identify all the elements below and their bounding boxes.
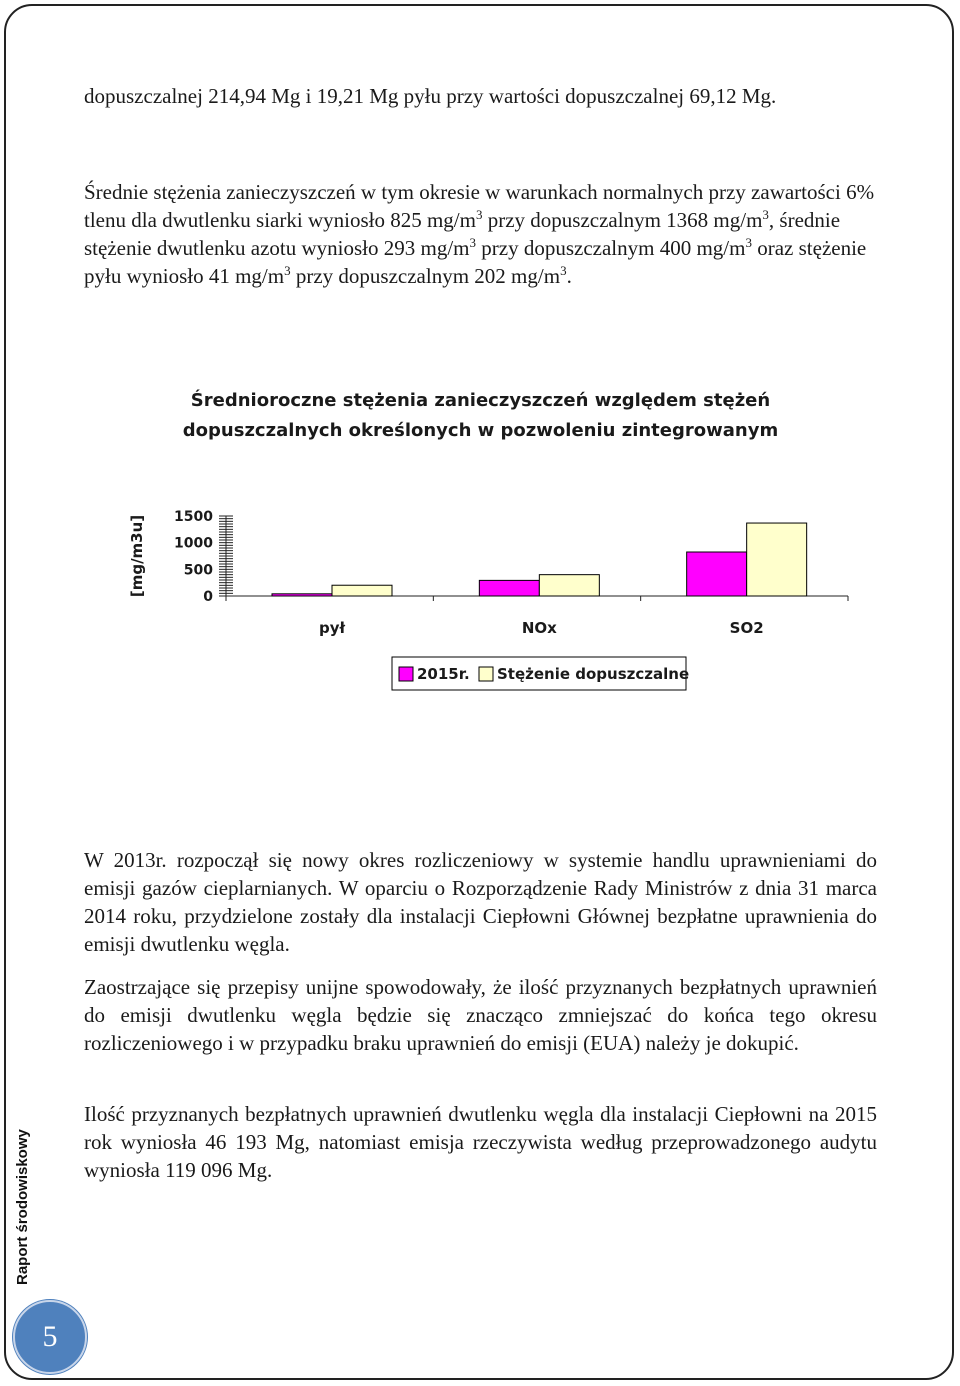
conc-text-e: oraz stężenie pyłu wyniosło 41 mg/m [84, 236, 867, 288]
chart-bars [272, 523, 807, 596]
legend-swatch [479, 667, 493, 681]
report-side-label: Raport środowiskowy [14, 1129, 31, 1285]
chart-title-line2: dopuszczalnych określonych w pozwoleniu zintegrowanym [182, 420, 779, 441]
sup-4: 3 [745, 235, 752, 250]
chart-labels [174, 509, 764, 637]
category-label: pył [318, 619, 346, 637]
conc-text-d: przy dopuszczalnym 400 mg/m [476, 236, 746, 260]
chart-title-line1: Średnioroczne stężenia zanieczyszczeń względem stężeń [190, 390, 771, 411]
bar-SO2-1 [687, 552, 747, 596]
y-tick-label: 1000 [174, 535, 213, 552]
bar-SO2-2 [747, 523, 807, 596]
y-tick-label: 1500 [174, 509, 213, 525]
bar-pył-2 [332, 585, 392, 596]
conc-text-c: , średnie stężenie dwutlenku azotu wyniosło 293 mg/m [84, 208, 841, 260]
conc-text-g: . [566, 264, 572, 288]
paragraph-regulations: Zaostrzające się przepisy unijne spowodowały, że ilość przyznanych bezpłatnych uprawnień do emisji dwutlenku węgla będzie się znacząco zmniejszać do końca tego okresu rozliczeniowego i w przypadku braku uprawnień do emisji (EUA) należy je dokupić. [84, 975, 877, 1055]
y-axis-label: [mg/m3u] [128, 514, 146, 598]
category-label: NOx [521, 619, 557, 637]
conc-text-a: Średnie stężenia zanieczyszczeń w tym okresie w warunkach normalnych przy zawartości 6% tlenu dla dwutlenku siarki wyniosło 825 mg/m [84, 180, 875, 232]
chart-legend [392, 657, 689, 690]
sup-2: 3 [762, 207, 769, 222]
legend-swatch [399, 667, 413, 681]
bar-pył-1 [272, 594, 332, 596]
conc-text-b: przy dopuszczalnym 1368 mg/m [482, 208, 763, 232]
sup-1: 3 [475, 207, 483, 222]
bar-NOx-2 [539, 575, 599, 596]
page-number-badge: 5 [13, 1300, 87, 1374]
sup-3: 3 [469, 235, 477, 250]
y-tick-label: 500 [183, 562, 213, 579]
legend-label: 2015r. [417, 665, 470, 683]
sup-5: 3 [284, 263, 291, 278]
legend-label: Stężenie dopuszczalne [497, 665, 690, 683]
paragraph-allocation: Ilość przyznanych bezpłatnych uprawnień dwutlenku węgla dla instalacji Ciepłowni na 2015 rok wyniosła 46 193 Mg, natomiast emisja rzeczywista według przeprowadzonego audytu wyniosła 119 096 Mg. [84, 1102, 877, 1182]
category-label: SO2 [729, 619, 764, 637]
bar-NOx-1 [479, 580, 539, 596]
paragraph-emissions-end: dopuszczalnej 214,94 Mg i 19,21 Mg pyłu przy wartości dopuszczalnej 69,12 Mg. [84, 84, 777, 108]
conc-text-f: przy dopuszczalnym 202 mg/m [290, 264, 561, 288]
sup-6: 3 [560, 263, 567, 278]
y-tick-label: 0 [203, 589, 213, 605]
paragraph-emission-trading: W 2013r. rozpoczął się nowy okres rozliczeniowy w systemie handlu uprawnieniami do emisji gazów cieplarnianych. W oparciu o Rozporządzenie Rady Ministrów z dnia 31 marca 2014 roku, przydzielone zostały dla instalacji Ciepłowni Głównej bezpłatne uprawnienia do emisji dwutlenku węgla. [84, 848, 877, 956]
